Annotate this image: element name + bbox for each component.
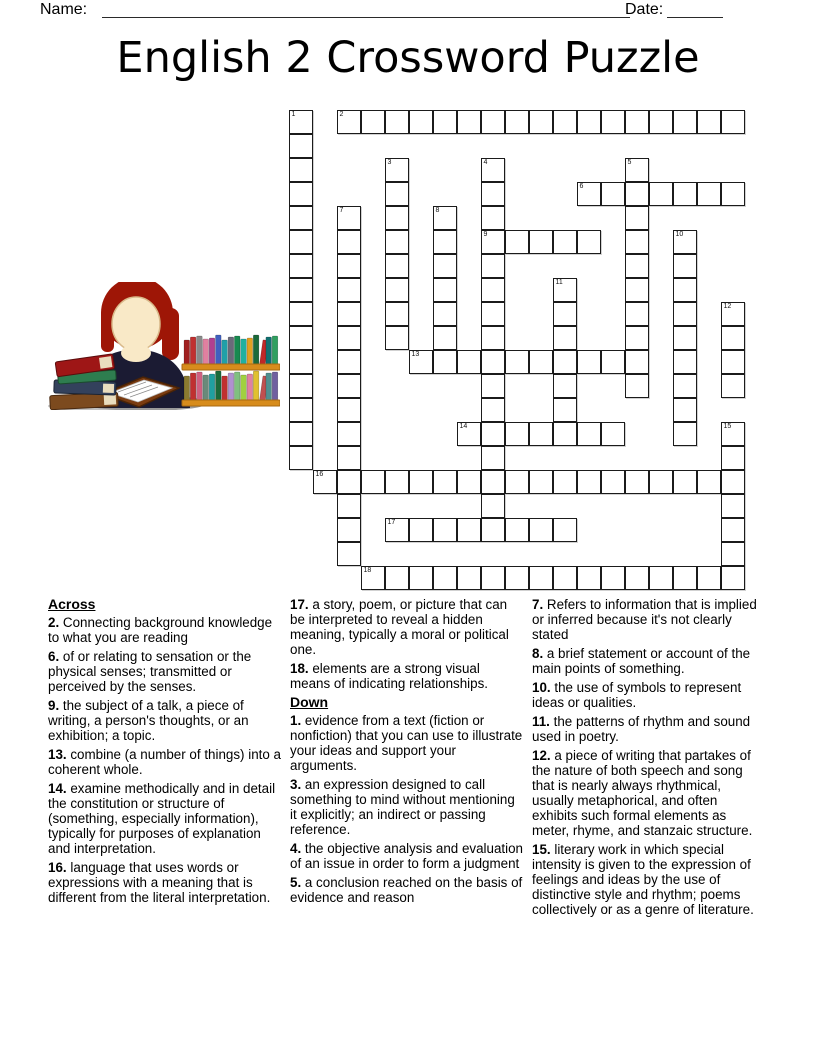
- clue-4: 4. the objective analysis and evaluation of an issue in order to form a judgment: [290, 841, 524, 871]
- answer-cell[interactable]: [433, 278, 457, 302]
- cell-number: 1: [291, 111, 296, 118]
- answer-cell[interactable]: [553, 470, 577, 494]
- clue-14: 14. examine methodically and in detail the constitution or structure of (something, especially information), typically for purposes of explanation and interpretation.: [48, 781, 276, 856]
- book-spine: [184, 340, 190, 364]
- name-blank-line[interactable]: [102, 17, 630, 18]
- answer-cell[interactable]: [625, 326, 649, 350]
- book-spine: [197, 372, 203, 400]
- answer-cell[interactable]: [625, 206, 649, 230]
- answer-cell[interactable]: [529, 422, 553, 446]
- answer-cell[interactable]: [337, 398, 361, 422]
- answer-cell[interactable]: [553, 374, 577, 398]
- answer-cell[interactable]: [481, 470, 505, 494]
- cell-number: 3: [387, 159, 392, 166]
- answer-cell[interactable]: [337, 518, 361, 542]
- cell-number: 13: [411, 351, 420, 358]
- cell-number: 7: [339, 207, 344, 214]
- answer-cell[interactable]: [289, 326, 313, 350]
- answer-cell[interactable]: [289, 182, 313, 206]
- clue-column-across: [48, 597, 282, 909]
- answer-cell[interactable]: [289, 374, 313, 398]
- cell-number: 6: [579, 183, 584, 190]
- answer-cell[interactable]: [673, 326, 697, 350]
- date-blank-line[interactable]: [667, 17, 723, 18]
- answer-cell[interactable]: [337, 254, 361, 278]
- clue-1: 1. evidence from a text (fiction or nonfiction) that you can use to illustrate your ideas and support your arguments.: [290, 713, 523, 773]
- answer-cell[interactable]: [721, 374, 745, 398]
- book-spine: [247, 374, 253, 400]
- answer-cell[interactable]: [625, 374, 649, 398]
- answer-cell[interactable]: [649, 110, 673, 134]
- answer-cell[interactable]: [721, 302, 745, 326]
- answer-cell[interactable]: [289, 398, 313, 422]
- answer-cell[interactable]: [673, 182, 697, 206]
- answer-cell[interactable]: [721, 446, 745, 470]
- answer-cell[interactable]: [577, 110, 601, 134]
- answer-cell[interactable]: [481, 566, 505, 590]
- answer-cell[interactable]: [505, 470, 529, 494]
- clue-18: 18. elements are a strong visual means of indicating relationships.: [290, 661, 488, 691]
- answer-cell[interactable]: [529, 350, 553, 374]
- book-spine: [184, 376, 190, 400]
- book-spine: [209, 374, 215, 400]
- answer-cell[interactable]: [721, 542, 745, 566]
- answer-cell[interactable]: [625, 470, 649, 494]
- answer-cell[interactable]: [697, 566, 721, 590]
- book-spine: [247, 338, 253, 364]
- book-spine: [234, 336, 240, 364]
- book-spine: [197, 336, 203, 364]
- answer-cell[interactable]: [481, 230, 505, 254]
- answer-cell[interactable]: [433, 230, 457, 254]
- answer-cell[interactable]: [697, 470, 721, 494]
- book-spine: [222, 376, 228, 400]
- hair-right: [162, 308, 179, 360]
- answer-cell[interactable]: [553, 518, 577, 542]
- clue-12: 12. a piece of writing that partakes of the nature of both speech and song that is nearly always rhythmical, usually metaphorical, and often exhibits such formal elements as meter, rhyme, and stanzaic structure.: [532, 748, 753, 838]
- answer-cell[interactable]: [385, 566, 409, 590]
- answer-cell[interactable]: [481, 422, 505, 446]
- cell-number: 2: [339, 111, 344, 118]
- chest: [121, 344, 151, 362]
- answer-cell[interactable]: [721, 422, 745, 446]
- answer-cell[interactable]: [673, 422, 697, 446]
- answer-cell[interactable]: [337, 542, 361, 566]
- answer-cell[interactable]: [529, 230, 553, 254]
- answer-cell[interactable]: [481, 398, 505, 422]
- answer-cell[interactable]: [577, 566, 601, 590]
- book-spine: [241, 375, 247, 400]
- clue-3: 3. an expression designed to call something to mind without mentioning it explicitly; an indirect or passing reference.: [290, 777, 515, 837]
- answer-cell[interactable]: [673, 110, 697, 134]
- clue-6: 6. of or relating to sensation or the physical senses; transmitted or perceived by the senses.: [48, 649, 252, 694]
- answer-cell[interactable]: [385, 326, 409, 350]
- answer-cell[interactable]: [385, 278, 409, 302]
- answer-cell[interactable]: [481, 302, 505, 326]
- cell-number: 12: [723, 303, 732, 310]
- clue-7: 7. Refers to information that is implied or inferred because it's not clearly stated: [532, 597, 757, 642]
- book-spine: [253, 335, 259, 364]
- answer-cell[interactable]: [601, 182, 625, 206]
- answer-cell[interactable]: [481, 182, 505, 206]
- page-title: English 2 Crossword Puzzle: [116, 33, 700, 83]
- book-spine: [209, 338, 215, 364]
- answer-cell[interactable]: [457, 566, 481, 590]
- answer-cell[interactable]: [481, 206, 505, 230]
- book-spine: [253, 371, 259, 400]
- cell-number: 5: [627, 159, 632, 166]
- clue-10: 10. the use of symbols to represent ideas or qualities.: [532, 680, 742, 710]
- answer-cell[interactable]: [673, 230, 697, 254]
- answer-cell[interactable]: [433, 518, 457, 542]
- book-spine: [222, 340, 228, 364]
- book-spine: [203, 339, 209, 364]
- book-spine: [216, 335, 222, 364]
- book-spine: [228, 373, 234, 400]
- answer-cell[interactable]: [721, 110, 745, 134]
- answer-cell[interactable]: [457, 518, 481, 542]
- answer-cell[interactable]: [625, 278, 649, 302]
- answer-cell[interactable]: [673, 470, 697, 494]
- cell-number: 9: [483, 231, 488, 238]
- book-spine: [234, 372, 240, 400]
- face: [112, 297, 160, 351]
- book-spine: [272, 372, 278, 400]
- book-stack: [50, 354, 119, 410]
- answer-cell[interactable]: [289, 422, 313, 446]
- answer-cell[interactable]: [337, 446, 361, 470]
- answer-cell[interactable]: [721, 566, 745, 590]
- answer-cell[interactable]: [361, 566, 385, 590]
- answer-cell[interactable]: [505, 518, 529, 542]
- answer-cell[interactable]: [577, 230, 601, 254]
- answer-cell[interactable]: [553, 110, 577, 134]
- answer-cell[interactable]: [433, 254, 457, 278]
- answer-cell[interactable]: [433, 302, 457, 326]
- cell-number: 10: [675, 231, 684, 238]
- cell-number: 16: [315, 471, 324, 478]
- clue-17: 17. a story, poem, or picture that can be interpreted to reveal a hidden meaning, typically a moral or political one.: [290, 597, 509, 657]
- answer-cell[interactable]: [481, 326, 505, 350]
- answer-cell[interactable]: [649, 566, 673, 590]
- answer-cell[interactable]: [505, 566, 529, 590]
- answer-cell[interactable]: [625, 350, 649, 374]
- book-spine: [190, 373, 196, 400]
- cell-number: 4: [483, 159, 488, 166]
- answer-cell[interactable]: [409, 350, 433, 374]
- answer-cell[interactable]: [337, 494, 361, 518]
- clue-2: 2. Connecting background knowledge to what you are reading: [48, 615, 273, 645]
- clue-16: 16. language that uses words or expressions with a meaning that is different from the literal interpretation.: [48, 860, 271, 905]
- reader-illustration: [48, 282, 280, 410]
- answer-cell[interactable]: [577, 422, 601, 446]
- answer-cell[interactable]: [313, 470, 337, 494]
- answer-cell[interactable]: [433, 566, 457, 590]
- answer-cell[interactable]: [553, 422, 577, 446]
- answer-cell[interactable]: [289, 134, 313, 158]
- answer-cell[interactable]: [481, 278, 505, 302]
- answer-cell[interactable]: [481, 158, 505, 182]
- answer-cell[interactable]: [361, 110, 385, 134]
- answer-cell[interactable]: [673, 254, 697, 278]
- cell-number: 8: [435, 207, 440, 214]
- clue-8: 8. a brief statement or account of the main points of something.: [532, 646, 751, 676]
- answer-cell[interactable]: [649, 470, 673, 494]
- name-label: Name:: [40, 1, 88, 18]
- answer-cell[interactable]: [553, 278, 577, 302]
- answer-cell[interactable]: [673, 374, 697, 398]
- book-spine: [241, 339, 247, 364]
- shelf-board-top: [182, 364, 280, 370]
- clue-heading-across: Across: [48, 596, 96, 612]
- answer-cell[interactable]: [385, 182, 409, 206]
- answer-cell[interactable]: [289, 206, 313, 230]
- answer-cell[interactable]: [361, 470, 385, 494]
- answer-cell[interactable]: [481, 374, 505, 398]
- answer-cell[interactable]: [601, 110, 625, 134]
- answer-cell[interactable]: [433, 326, 457, 350]
- answer-cell[interactable]: [577, 470, 601, 494]
- answer-cell[interactable]: [601, 350, 625, 374]
- book-spine: [272, 336, 278, 364]
- answer-cell[interactable]: [385, 206, 409, 230]
- shelf-board-bottom: [182, 400, 280, 406]
- answer-cell[interactable]: [337, 230, 361, 254]
- answer-cell[interactable]: [481, 110, 505, 134]
- book-spine: [203, 375, 209, 400]
- answer-cell[interactable]: [481, 494, 505, 518]
- answer-cell[interactable]: [721, 518, 745, 542]
- clue-9: 9. the subject of a talk, a piece of writing, a person's thoughts, or an exhibition; a topic.: [48, 698, 249, 743]
- answer-cell[interactable]: [673, 566, 697, 590]
- answer-cell[interactable]: [337, 326, 361, 350]
- answer-cell[interactable]: [673, 302, 697, 326]
- answer-cell[interactable]: [601, 470, 625, 494]
- answer-cell[interactable]: [289, 302, 313, 326]
- answer-cell[interactable]: [337, 470, 361, 494]
- answer-cell[interactable]: [457, 110, 481, 134]
- book-spine: [266, 337, 272, 364]
- answer-cell[interactable]: [337, 302, 361, 326]
- answer-cell[interactable]: [529, 518, 553, 542]
- answer-cell[interactable]: [721, 470, 745, 494]
- answer-cell[interactable]: [385, 110, 409, 134]
- answer-cell[interactable]: [337, 350, 361, 374]
- answer-cell[interactable]: [577, 350, 601, 374]
- answer-cell[interactable]: [625, 566, 649, 590]
- answer-cell[interactable]: [601, 566, 625, 590]
- answer-cell[interactable]: [721, 494, 745, 518]
- answer-cell[interactable]: [433, 350, 457, 374]
- answer-cell[interactable]: [553, 302, 577, 326]
- answer-cell[interactable]: [625, 182, 649, 206]
- answer-cell[interactable]: [337, 374, 361, 398]
- answer-cell[interactable]: [337, 278, 361, 302]
- answer-cell[interactable]: [409, 470, 433, 494]
- worksheet-header: [40, 0, 716, 22]
- clue-heading-down: Down: [290, 694, 329, 710]
- clue-11: 11. the patterns of rhythm and sound used in poetry.: [532, 714, 751, 744]
- answer-cell[interactable]: [529, 110, 553, 134]
- answer-cell[interactable]: [505, 350, 529, 374]
- answer-cell[interactable]: [505, 230, 529, 254]
- answer-cell[interactable]: [409, 566, 433, 590]
- answer-cell[interactable]: [385, 470, 409, 494]
- date-label: Date:: [625, 1, 664, 18]
- cell-number: 14: [459, 423, 468, 430]
- bookshelf-top-row: [184, 335, 278, 364]
- answer-cell[interactable]: [625, 158, 649, 182]
- answer-cell[interactable]: [289, 350, 313, 374]
- answer-cell[interactable]: [505, 110, 529, 134]
- answer-cell[interactable]: [673, 278, 697, 302]
- answer-cell[interactable]: [289, 158, 313, 182]
- answer-cell[interactable]: [577, 182, 601, 206]
- clue-15: 15. literary work in which special intensity is given to the expression of feelings and ideas by the use of distinctive style and rhythm; poems collectively or as a genre of literature.: [532, 842, 754, 917]
- book-spine: [228, 337, 234, 364]
- answer-cell[interactable]: [553, 350, 577, 374]
- answer-cell[interactable]: [529, 470, 553, 494]
- answer-cell[interactable]: [553, 326, 577, 350]
- answer-cell[interactable]: [409, 518, 433, 542]
- answer-cell[interactable]: [721, 182, 745, 206]
- answer-cell[interactable]: [385, 230, 409, 254]
- clue-column-down: [532, 597, 766, 921]
- answer-cell[interactable]: [721, 350, 745, 374]
- answer-cell[interactable]: [553, 398, 577, 422]
- answer-cell[interactable]: [673, 398, 697, 422]
- answer-cell[interactable]: [457, 422, 481, 446]
- clue-column-middle: [290, 597, 523, 909]
- answer-cell[interactable]: [625, 302, 649, 326]
- answer-cell[interactable]: [337, 110, 361, 134]
- answer-cell[interactable]: [481, 350, 505, 374]
- answer-cell[interactable]: [721, 326, 745, 350]
- answer-cell[interactable]: [481, 446, 505, 470]
- answer-cell[interactable]: [289, 230, 313, 254]
- answer-cell[interactable]: [553, 566, 577, 590]
- answer-cell[interactable]: [481, 254, 505, 278]
- bookshelf-bottom-row: [184, 371, 278, 400]
- answer-cell[interactable]: [457, 350, 481, 374]
- answer-cell[interactable]: [673, 350, 697, 374]
- answer-cell[interactable]: [289, 278, 313, 302]
- answer-cell[interactable]: [553, 230, 577, 254]
- answer-cell[interactable]: [337, 422, 361, 446]
- answer-cell[interactable]: [385, 302, 409, 326]
- answer-cell[interactable]: [433, 206, 457, 230]
- answer-cell[interactable]: [529, 566, 553, 590]
- answer-cell[interactable]: [385, 518, 409, 542]
- answer-cell[interactable]: [697, 110, 721, 134]
- answer-cell[interactable]: [649, 182, 673, 206]
- answer-cell[interactable]: [457, 470, 481, 494]
- cell-number: 15: [723, 423, 732, 430]
- answer-cell[interactable]: [697, 182, 721, 206]
- answer-cell[interactable]: [433, 470, 457, 494]
- book-spine: [216, 371, 222, 400]
- answer-cell[interactable]: [625, 110, 649, 134]
- answer-cell[interactable]: [433, 110, 457, 134]
- answer-cell[interactable]: [337, 206, 361, 230]
- cell-number: 18: [363, 567, 372, 574]
- answer-cell[interactable]: [289, 254, 313, 278]
- answer-cell[interactable]: [289, 446, 313, 470]
- answer-cell[interactable]: [409, 110, 433, 134]
- cell-number: 11: [555, 279, 563, 286]
- answer-cell[interactable]: [505, 422, 529, 446]
- clue-5: 5. a conclusion reached on the basis of evidence and reason: [290, 875, 523, 905]
- answer-cell[interactable]: [385, 158, 409, 182]
- answer-cell[interactable]: [601, 422, 625, 446]
- answer-cell[interactable]: [625, 254, 649, 278]
- answer-cell[interactable]: [385, 254, 409, 278]
- answer-cell[interactable]: [289, 110, 313, 134]
- book-spine: [266, 373, 272, 400]
- cell-number: 17: [387, 519, 396, 526]
- book-spine: [190, 337, 196, 364]
- answer-cell[interactable]: [481, 518, 505, 542]
- clue-13: 13. combine (a number of things) into a coherent whole.: [48, 747, 281, 777]
- answer-cell[interactable]: [625, 230, 649, 254]
